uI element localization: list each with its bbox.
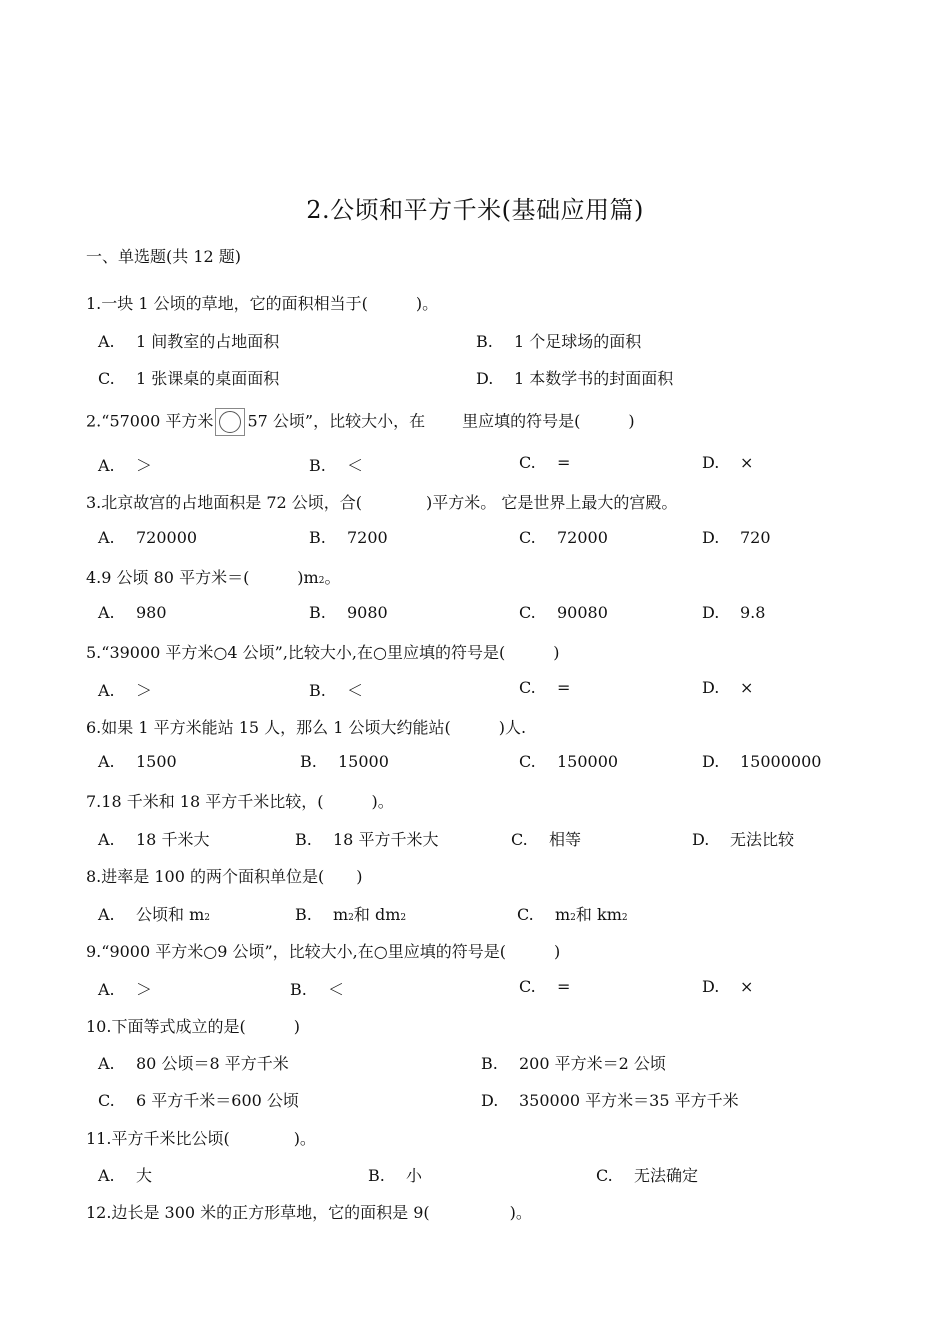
q10-option-c[interactable]: C. 6 平方千米＝600 公顷 — [98, 1091, 299, 1110]
q2-option-b[interactable]: B. ＜ — [309, 456, 364, 475]
q5-option-d[interactable]: D. × — [702, 678, 754, 697]
q9-option-a[interactable]: A. ＞ — [98, 980, 153, 999]
q5-option-b[interactable]: B. ＜ — [309, 681, 364, 700]
question-2: 2.“57000 平方米 57 公顷”，比较大小，在 里应填的符号是( ) — [86, 408, 635, 436]
q1-option-d[interactable]: D. 1 本数学书的封面面积 — [476, 369, 674, 388]
q5-option-a[interactable]: A. ＞ — [98, 681, 153, 700]
q10-option-b[interactable]: B. 200 平方米＝2 公顷 — [481, 1054, 666, 1073]
section-heading: 一、单选题(共 12 题) — [86, 247, 242, 266]
q4-option-a[interactable]: A. 980 — [98, 603, 167, 622]
q4-option-d[interactable]: D. 9.8 — [702, 603, 766, 622]
q7-option-d[interactable]: D. 无法比较 — [692, 830, 795, 849]
q2-option-a[interactable]: A. ＞ — [98, 456, 153, 475]
q6-option-a[interactable]: A. 1500 — [98, 752, 177, 771]
q5-option-c[interactable]: C. = — [519, 678, 571, 697]
q11-option-b[interactable]: B. 小 — [368, 1166, 423, 1185]
q8-option-a[interactable]: A. 公顷和 m2 — [98, 905, 210, 924]
q9-option-d[interactable]: D. × — [702, 977, 754, 996]
q9-option-b[interactable]: B. ＜ — [290, 980, 345, 999]
q7-option-b[interactable]: B. 18 平方千米大 — [295, 830, 439, 849]
q6-option-c[interactable]: C. 150000 — [519, 752, 619, 771]
q11-option-c[interactable]: C. 无法确定 — [596, 1166, 699, 1185]
question-6: 6.如果 1 平方米能站 15 人，那么 1 公顷大约能站( )人. — [86, 718, 527, 737]
q4-option-b[interactable]: B. 9080 — [309, 603, 388, 622]
question-9: 9.“9000 平方米○9 公顷”，比较大小,在○里应填的符号是( ) — [86, 942, 561, 961]
circle-box-icon — [215, 408, 245, 436]
question-7: 7.18 千米和 18 平方千米比较，( )。 — [86, 792, 394, 811]
q6-option-d[interactable]: D. 15000000 — [702, 752, 822, 771]
q10-option-d[interactable]: D. 350000 平方米＝35 平方千米 — [481, 1091, 739, 1110]
q11-option-a[interactable]: A. 大 — [98, 1166, 153, 1185]
q8-option-c[interactable]: C. m2和 km2 — [517, 905, 628, 924]
q8-option-b[interactable]: B. m2和 dm2 — [295, 905, 407, 924]
q7-option-c[interactable]: C. 相等 — [511, 830, 582, 849]
q2-option-c[interactable]: C. = — [519, 453, 571, 472]
question-8: 8.进率是 100 的两个面积单位是( ) — [86, 867, 363, 886]
page-title: 2.公顷和平方千米(基础应用篇) — [306, 196, 644, 224]
q3-option-a[interactable]: A. 720000 — [98, 528, 198, 547]
question-3: 3.北京故宫的占地面积是 72 公顷，合( )平方米。 它是世界上最大的宫殿。 — [86, 493, 678, 512]
q1-option-b[interactable]: B. 1 个足球场的面积 — [476, 332, 642, 351]
q3-option-c[interactable]: C. 72000 — [519, 528, 608, 547]
q10-option-a[interactable]: A. 80 公顷＝8 平方千米 — [98, 1054, 289, 1073]
q2-option-d[interactable]: D. × — [702, 453, 754, 472]
q7-option-a[interactable]: A. 18 千米大 — [98, 830, 210, 849]
q1-option-a[interactable]: A. 1 间教室的占地面积 — [98, 332, 280, 351]
q4-option-c[interactable]: C. 90080 — [519, 603, 608, 622]
question-12: 12.边长是 300 米的正方形草地，它的面积是 9( )。 — [86, 1203, 532, 1222]
question-1: 1.一块 1 公顷的草地，它的面积相当于( )。 — [86, 294, 439, 313]
q9-option-c[interactable]: C. = — [519, 977, 571, 996]
question-4: 4.9 公顷 80 平方米＝( )m2。 — [86, 568, 341, 587]
q1-option-c[interactable]: C. 1 张课桌的桌面面积 — [98, 369, 280, 388]
q3-option-b[interactable]: B. 7200 — [309, 528, 388, 547]
question-10: 10.下面等式成立的是( ) — [86, 1017, 300, 1036]
q6-option-b[interactable]: B. 15000 — [300, 752, 389, 771]
question-5: 5.“39000 平方米○4 公顷”,比较大小,在○里应填的符号是( ) — [86, 643, 560, 662]
question-11: 11.平方千米比公顷( )。 — [86, 1129, 316, 1148]
q3-option-d[interactable]: D. 720 — [702, 528, 771, 547]
